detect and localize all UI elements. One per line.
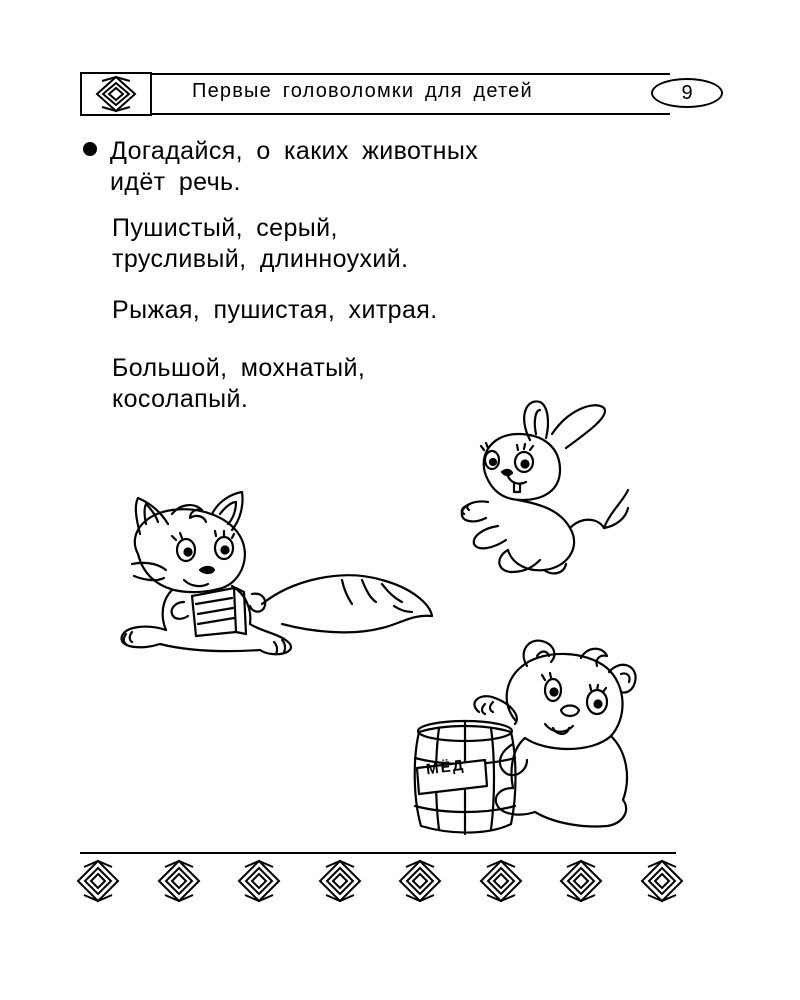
footer-divider bbox=[80, 852, 676, 854]
diamond-ornament-icon bbox=[82, 74, 150, 114]
bear-with-honey-barrel-illustration bbox=[395, 628, 645, 840]
task-line-2: идёт речь. bbox=[110, 168, 241, 196]
diamond-ornament-icon bbox=[477, 858, 525, 904]
page-number bbox=[651, 78, 723, 108]
bullet-icon bbox=[83, 142, 97, 156]
riddle-line: Большой, мохнатый, bbox=[112, 354, 366, 382]
riddle-fox bbox=[112, 295, 592, 326]
task-instruction bbox=[110, 136, 590, 198]
footer-ornament-row bbox=[74, 858, 686, 904]
header-bottom-line bbox=[152, 113, 670, 115]
riddle-line: Рыжая, пушистая, хитрая. bbox=[112, 296, 438, 324]
diamond-ornament-icon bbox=[638, 858, 686, 904]
riddle-line: Пушистый, серый, bbox=[112, 214, 338, 242]
diamond-ornament-icon bbox=[557, 858, 605, 904]
rabbit-illustration bbox=[448, 392, 638, 582]
diamond-ornament-icon bbox=[235, 858, 283, 904]
diamond-ornament-icon bbox=[316, 858, 364, 904]
page-number-text: 9 bbox=[681, 81, 693, 104]
header-top-line bbox=[152, 73, 670, 75]
fox-reading-book-illustration bbox=[112, 484, 442, 664]
riddle-line: трусливый, длинноухий. bbox=[112, 245, 409, 273]
header-ornament-box bbox=[80, 72, 152, 116]
riddle-rabbit bbox=[112, 213, 592, 275]
riddle-line: косолапый. bbox=[112, 385, 249, 413]
honey-barrel-label: МЁД bbox=[425, 756, 467, 779]
task-line-1: Догадайся, о каких животных bbox=[110, 137, 479, 165]
diamond-ornament-icon bbox=[74, 858, 122, 904]
diamond-ornament-icon bbox=[155, 858, 203, 904]
diamond-ornament-icon bbox=[396, 858, 444, 904]
book-title: Первые головоломки для детей bbox=[192, 80, 533, 102]
